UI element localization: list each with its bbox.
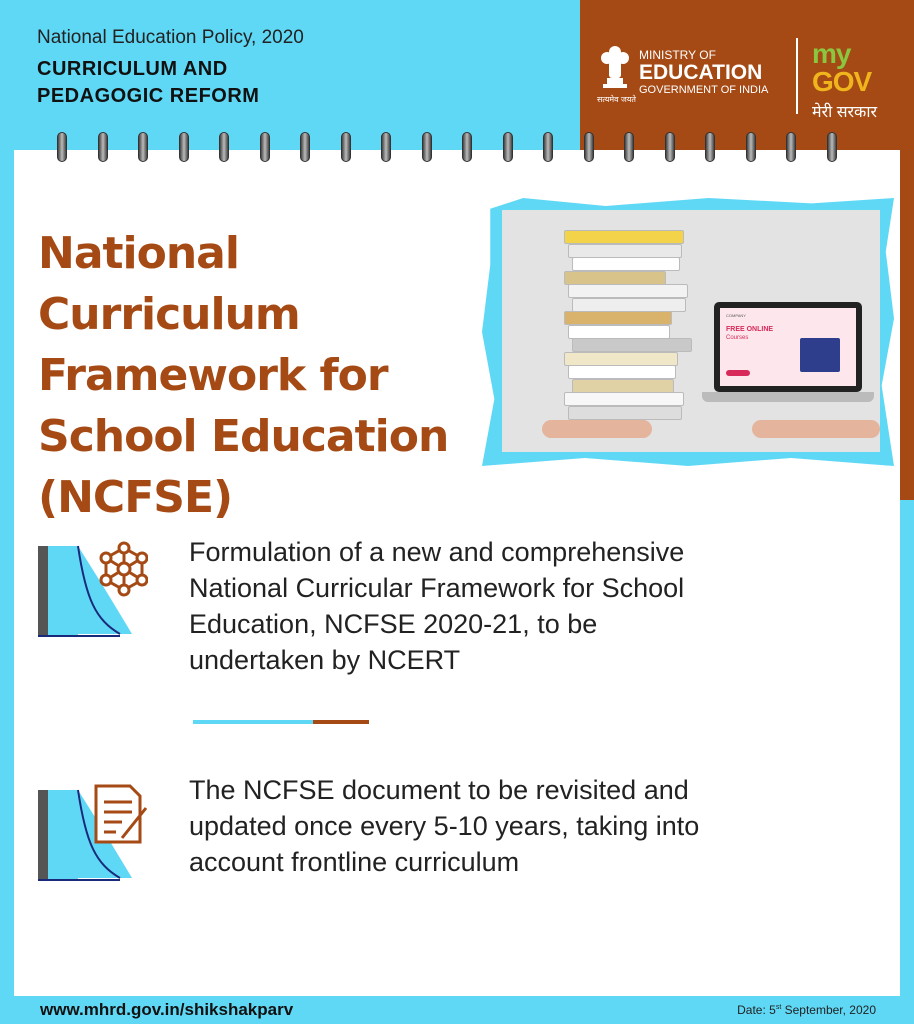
laptop-subheading: Courses [726, 335, 749, 341]
binder-ring [300, 132, 310, 162]
book [568, 365, 676, 379]
item-1-line2: National Curricular Framework for School [189, 573, 685, 603]
page-title-line1: CURRICULUM AND [37, 58, 228, 80]
ministry-line3: GOVERNMENT OF INDIA [639, 84, 769, 96]
laptop-illustration [800, 338, 840, 372]
footer-date [737, 1003, 876, 1017]
binder-ring [503, 132, 513, 162]
binder-ring [179, 132, 189, 162]
item-2-line1: The NCFSE document to be revisited and [189, 775, 689, 805]
ministry-text [639, 48, 768, 97]
ministry-line2: EDUCATION [639, 61, 763, 84]
book [572, 257, 680, 271]
card-title-line1: National Curriculum [38, 228, 300, 340]
item-1-line3: Education, NCFSE 2020-21, to be [189, 609, 598, 639]
binder-ring [219, 132, 229, 162]
laptop-company: COMPANY [726, 313, 746, 318]
binder-ring [57, 132, 67, 162]
binder-ring [705, 132, 715, 162]
binder-ring [543, 132, 553, 162]
card-title [38, 223, 468, 528]
separator-blue [193, 720, 313, 724]
item-text-2 [189, 772, 699, 880]
book [568, 406, 682, 420]
page-title [37, 56, 259, 110]
ministry-logo[interactable] [597, 44, 772, 108]
date-sup: st [775, 1004, 782, 1011]
item-1-line1: Formulation of a new and comprehensive [189, 537, 685, 567]
right-hand [752, 420, 880, 438]
left-hand [542, 420, 652, 438]
binder-ring [341, 132, 351, 162]
book [572, 338, 692, 352]
binder-ring [827, 132, 837, 162]
mygov-gov: GOV [812, 66, 872, 97]
books-laptop-photo [502, 210, 880, 452]
date-prefix: Date: 5 [737, 1003, 776, 1017]
book [564, 392, 684, 406]
binder-ring [786, 132, 796, 162]
book [572, 298, 686, 312]
item-1-line4: undertaken by NCERT [189, 645, 461, 675]
mygov-my: my [812, 38, 851, 69]
book [564, 230, 684, 244]
item-2-line3: account frontline curriculum [189, 847, 520, 877]
date-suffix: September, 2020 [781, 1003, 876, 1017]
laptop [714, 302, 862, 392]
binder-ring [98, 132, 108, 162]
footer-url[interactable]: www.mhrd.gov.in/shikshakparv [40, 1000, 294, 1019]
book [564, 311, 672, 325]
separator-brown [313, 720, 369, 724]
book [568, 244, 682, 258]
book [568, 325, 670, 339]
laptop-base [702, 392, 874, 402]
item-text-1 [189, 534, 684, 678]
card-title-line2: Framework for [38, 350, 388, 401]
policy-subtitle: National Education Policy, 2020 [37, 27, 304, 48]
page-title-line2: PEDAGOGIC REFORM [37, 85, 260, 107]
binder-ring [381, 132, 391, 162]
binder-ring [584, 132, 594, 162]
card-title-line4: (NCFSE) [38, 472, 233, 523]
laptop-button [726, 370, 750, 376]
book [564, 352, 678, 366]
binder-ring [624, 132, 634, 162]
binder-ring [462, 132, 472, 162]
binder-ring [260, 132, 270, 162]
mygov-wordmark [812, 40, 902, 96]
network-book-icon [36, 540, 148, 638]
item-2-line2: updated once every 5-10 years, taking into [189, 811, 700, 841]
book [572, 379, 674, 393]
document-book-icon [36, 784, 148, 882]
ministry-line1: MINISTRY OF [639, 48, 716, 62]
card-title-line3: School Education [38, 411, 449, 462]
laptop-heading: FREE ONLINE [726, 326, 774, 333]
binder-ring [746, 132, 756, 162]
binder-ring [138, 132, 148, 162]
binder-ring [665, 132, 675, 162]
book [564, 271, 666, 285]
book [568, 284, 688, 298]
mygov-tagline: मेरी सरकार [812, 104, 878, 121]
laptop-screen [720, 308, 856, 386]
logo-divider [796, 38, 798, 114]
binder-ring [422, 132, 432, 162]
motto-text: सत्यमेव जयते [597, 95, 636, 104]
mygov-logo[interactable] [812, 38, 902, 121]
